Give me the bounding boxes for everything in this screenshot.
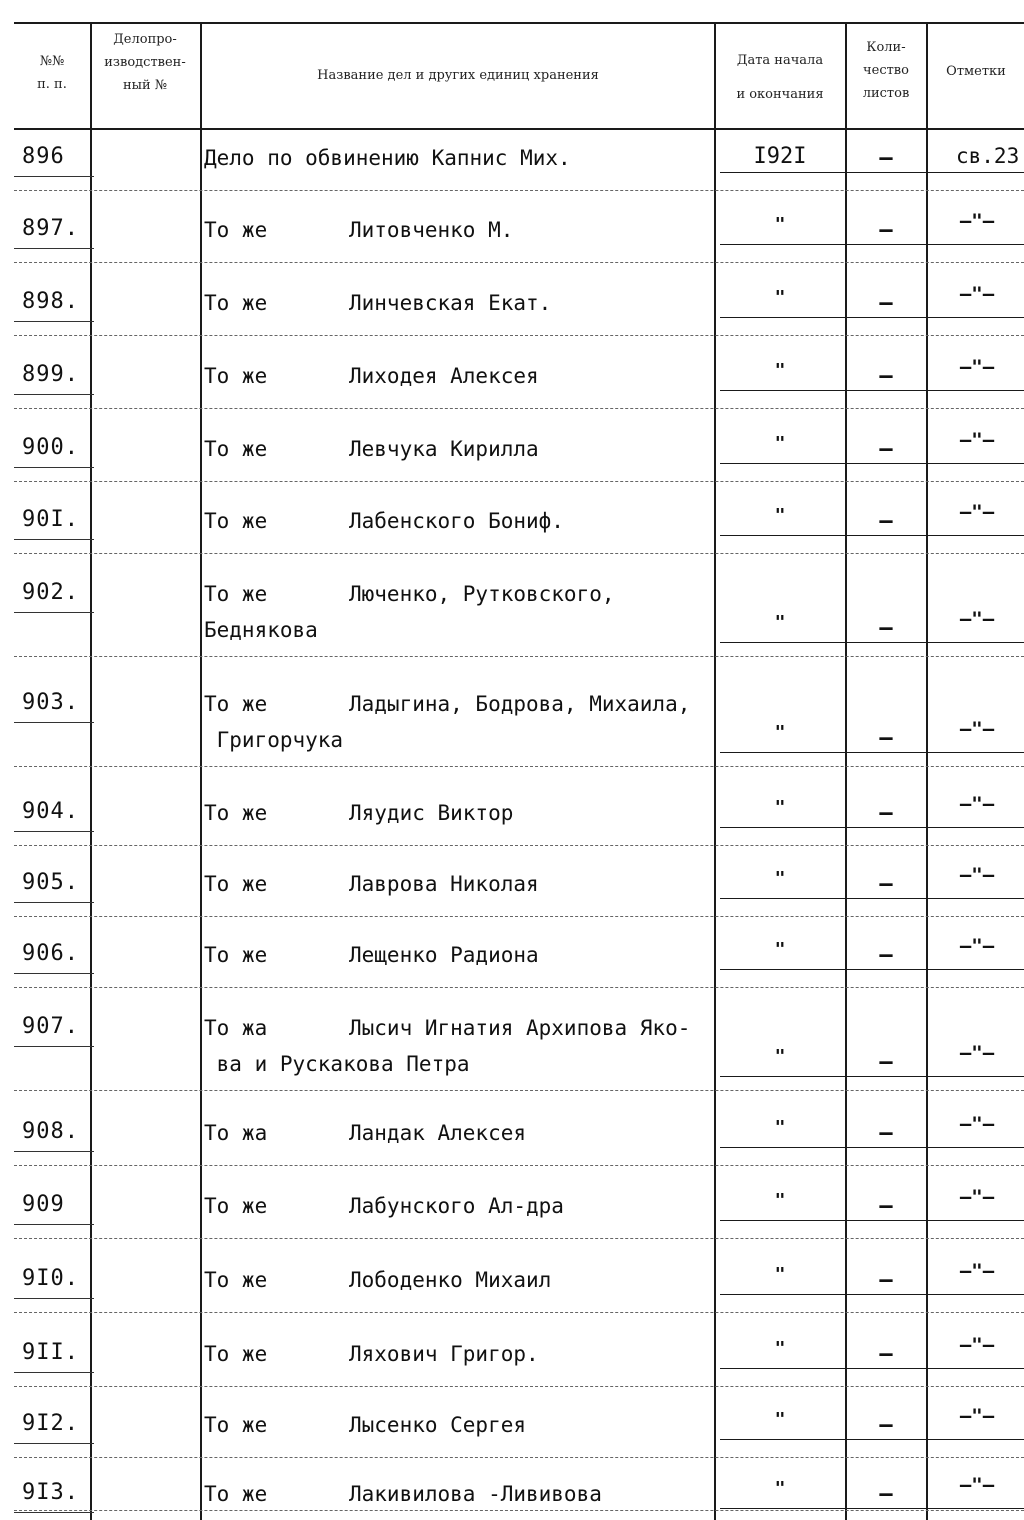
header-title: Название дел и других единиц хранения: [317, 68, 599, 83]
header-number: №№ п. п.: [37, 54, 67, 92]
table-row: [0, 1405, 1024, 1465]
case-title: [204, 503, 564, 539]
row-separator: [14, 335, 1024, 337]
case-title: [204, 576, 615, 648]
case-title-line1: То же: [204, 692, 268, 716]
cell-underline: [720, 1368, 1024, 1369]
row-number-underline: [14, 248, 94, 249]
date-range: I92I: [753, 144, 807, 169]
case-title-line1: То же: [204, 1342, 268, 1366]
sheet-count: –: [879, 801, 893, 826]
row-number-underline: [14, 902, 94, 903]
row-number-underline: [14, 612, 94, 613]
row-separator: [14, 1090, 1024, 1092]
cell-underline: [720, 969, 1024, 970]
case-title-line1: То же: [204, 364, 268, 388]
date-range: ": [774, 1264, 786, 1285]
cell-underline: [720, 535, 1024, 536]
row-number-underline: [14, 1151, 94, 1152]
notes-mark: –"–: [959, 283, 995, 305]
case-defendant: Лободенко Михаил: [349, 1268, 552, 1292]
row-number-underline: [14, 1224, 94, 1225]
row-number: 90I.: [22, 507, 79, 532]
row-separator: [14, 1457, 1024, 1459]
case-title: [204, 1262, 552, 1298]
row-number: 907.: [22, 1014, 79, 1039]
notes-mark: –"–: [959, 1042, 995, 1064]
sheet-count: –: [879, 218, 893, 243]
case-title: [204, 1115, 527, 1151]
case-title-line1: То же: [204, 801, 268, 825]
table-row: [0, 1186, 1024, 1246]
table-row: [0, 1012, 1024, 1098]
case-title-line2: Григорчука: [204, 728, 344, 752]
sheet-count: –: [879, 1121, 893, 1146]
table-row: [0, 356, 1024, 416]
cell-underline: [720, 1220, 1024, 1221]
cell-underline: [720, 317, 1024, 318]
row-number-underline: [14, 973, 94, 974]
row-separator: [14, 656, 1024, 658]
date-range: ": [774, 612, 786, 633]
row-number-underline: [14, 1298, 94, 1299]
cell-underline: [720, 642, 1024, 643]
row-number: 9I2.: [22, 1411, 79, 1436]
row-number-underline: [14, 831, 94, 832]
table-row: [0, 210, 1024, 270]
table-row: [0, 688, 1024, 774]
date-range: ": [774, 214, 786, 235]
date-range: ": [774, 287, 786, 308]
row-separator: [14, 766, 1024, 768]
case-title: [204, 212, 514, 248]
cell-underline: [720, 1294, 1024, 1295]
notes-mark: –"–: [959, 1474, 995, 1496]
date-range: ": [774, 1409, 786, 1430]
case-defendant: Лиходея Алексея: [349, 364, 539, 388]
case-defendant: Лещенко Радиона: [349, 943, 539, 967]
sheet-count: –: [879, 616, 893, 641]
row-separator: [14, 408, 1024, 410]
date-range: ": [774, 868, 786, 889]
notes-mark: –"–: [959, 210, 995, 232]
sheet-count: –: [879, 509, 893, 534]
notes-mark: –"–: [959, 356, 995, 378]
row-number: 9I3.: [22, 1480, 79, 1505]
case-defendant: Ладыгина, Бодрова, Михаила,: [349, 692, 691, 716]
case-defendant: Левчука Кирилла: [349, 437, 539, 461]
notes-mark: –"–: [959, 718, 995, 740]
sheet-count: –: [879, 146, 893, 171]
row-number: 896: [22, 144, 65, 169]
notes-mark: –"–: [959, 1405, 995, 1427]
sheet-count: –: [879, 1413, 893, 1438]
date-range: ": [774, 433, 786, 454]
case-title: [204, 1336, 539, 1372]
case-defendant: Лакивилова -Лививова: [349, 1482, 602, 1506]
sheet-count: –: [879, 726, 893, 751]
table-row: [0, 935, 1024, 995]
row-separator: [14, 262, 1024, 264]
header-office-number: Делопро- изводствен- ный №: [104, 32, 186, 93]
table-top-border: [14, 22, 1024, 24]
date-range: ": [774, 1478, 786, 1499]
table-row: [0, 1474, 1024, 1518]
case-title-line1: То же: [204, 1268, 268, 1292]
table-row: [0, 142, 1024, 198]
notes-mark: –"–: [959, 1113, 995, 1135]
case-title: [204, 866, 539, 902]
table-row: [0, 578, 1024, 664]
row-separator: [14, 553, 1024, 555]
case-title-line1: То же: [204, 943, 268, 967]
table-row: [0, 1260, 1024, 1320]
sheet-count: –: [879, 943, 893, 968]
row-number: 899.: [22, 362, 79, 387]
case-title: [204, 686, 691, 758]
row-separator: [14, 190, 1024, 192]
case-defendant: Лысенко Сергея: [349, 1413, 527, 1437]
case-defendant: Лысич Игнатия Архипова Яко-: [349, 1016, 691, 1040]
date-range: ": [774, 797, 786, 818]
case-title-line1: То же: [204, 1482, 268, 1506]
cell-underline: [720, 172, 1024, 173]
table-row: [0, 429, 1024, 489]
row-separator: [14, 1312, 1024, 1314]
case-defendant: Литовченко М.: [349, 218, 514, 242]
row-number: 9I0.: [22, 1266, 79, 1291]
row-separator: [14, 481, 1024, 483]
case-title-line1: То жа: [204, 1121, 268, 1145]
case-title: [204, 1010, 691, 1082]
row-number-underline: [14, 1372, 94, 1373]
row-number-underline: [14, 539, 94, 540]
case-defendant: Ляхович Григор.: [349, 1342, 539, 1366]
row-number: 906.: [22, 941, 79, 966]
cell-underline: [720, 1076, 1024, 1077]
row-separator: [14, 845, 1024, 847]
case-title-line2: ва и Рускакова Петра: [204, 1052, 470, 1076]
row-number: 9II.: [22, 1340, 79, 1365]
row-number-underline: [14, 321, 94, 322]
row-number-underline: [14, 394, 94, 395]
sheet-count: –: [879, 1482, 893, 1507]
row-number: 902.: [22, 580, 79, 605]
row-number: 903.: [22, 690, 79, 715]
case-title-line1: То же: [204, 1194, 268, 1218]
row-number: 898.: [22, 289, 79, 314]
notes-mark: –"–: [959, 429, 995, 451]
cell-underline: [720, 1439, 1024, 1440]
header-sheet-count: Коли- чество листов: [862, 40, 910, 101]
row-number: 909: [22, 1192, 65, 1217]
case-title-line1: То же: [204, 872, 268, 896]
date-range: ": [774, 505, 786, 526]
cell-underline: [720, 752, 1024, 753]
notes-mark: св.23: [956, 144, 1020, 168]
table-row: [0, 864, 1024, 924]
table-row: [0, 1334, 1024, 1394]
notes-mark: –"–: [959, 1334, 995, 1356]
sheet-count: –: [879, 1194, 893, 1219]
cell-underline: [720, 1508, 1024, 1509]
cell-underline: [720, 244, 1024, 245]
cell-underline: [720, 1147, 1024, 1148]
case-defendant: Люченко, Рутковского,: [349, 582, 615, 606]
cell-underline: [720, 898, 1024, 899]
case-title: [204, 937, 539, 973]
case-title: [204, 1476, 602, 1512]
date-range: ": [774, 939, 786, 960]
notes-mark: –"–: [959, 1260, 995, 1282]
row-number: 908.: [22, 1119, 79, 1144]
row-separator: [14, 916, 1024, 918]
table-row: [0, 1113, 1024, 1173]
row-number-underline: [14, 722, 94, 723]
case-defendant: Лабенского Бониф.: [349, 509, 564, 533]
row-number: 897.: [22, 216, 79, 241]
table-row: [0, 793, 1024, 853]
date-range: ": [774, 722, 786, 743]
sheet-count: –: [879, 437, 893, 462]
case-defendant: Ландак Алексея: [349, 1121, 527, 1145]
sheet-count: –: [879, 364, 893, 389]
notes-mark: –"–: [959, 935, 995, 957]
sheet-count: –: [879, 291, 893, 316]
date-range: ": [774, 1338, 786, 1359]
row-number: 900.: [22, 435, 79, 460]
sheet-count: –: [879, 1050, 893, 1075]
case-title-line2: Беднякова: [204, 618, 318, 642]
case-title-line1: То же: [204, 218, 268, 242]
cell-underline: [720, 827, 1024, 828]
row-number: 905.: [22, 870, 79, 895]
row-number-underline: [14, 1443, 94, 1444]
table-row: [0, 283, 1024, 343]
case-title: [204, 431, 539, 467]
case-defendant: Ляудис Виктор: [349, 801, 514, 825]
cell-underline: [720, 463, 1024, 464]
case-title-line1: То же: [204, 291, 268, 315]
case-defendant: Лаврова Николая: [349, 872, 539, 896]
case-title-line1: То же: [204, 1413, 268, 1437]
header-notes: Отметки: [946, 64, 1006, 79]
case-title: [204, 795, 514, 831]
row-number-underline: [14, 467, 94, 468]
cell-underline: [720, 390, 1024, 391]
sheet-count: –: [879, 872, 893, 897]
sheet-count: –: [879, 1342, 893, 1367]
date-range: ": [774, 1117, 786, 1138]
row-separator: [14, 987, 1024, 989]
notes-mark: –"–: [959, 1186, 995, 1208]
row-separator: [14, 1510, 1024, 1512]
case-title: [204, 1407, 527, 1443]
date-range: ": [774, 1190, 786, 1211]
sheet-count: –: [879, 1268, 893, 1293]
case-title: [204, 285, 552, 321]
row-number-underline: [14, 176, 94, 177]
notes-mark: –"–: [959, 864, 995, 886]
notes-mark: –"–: [959, 793, 995, 815]
row-separator: [14, 1165, 1024, 1167]
date-range: ": [774, 360, 786, 381]
date-range: ": [774, 1046, 786, 1067]
notes-mark: –"–: [959, 608, 995, 630]
case-defendant: Лабунского Ал-дра: [349, 1194, 564, 1218]
table-row: [0, 501, 1024, 561]
row-number: 904.: [22, 799, 79, 824]
row-separator: [14, 1386, 1024, 1388]
case-title-line1: Дело по обвинению Капнис Мих.: [204, 146, 571, 170]
header-bottom-border: [14, 128, 1024, 130]
case-title-line1: То же: [204, 582, 268, 606]
case-title-line1: То же: [204, 509, 268, 533]
case-title-line1: То жа: [204, 1016, 268, 1040]
case-title: [204, 140, 571, 176]
row-number-underline: [14, 1046, 94, 1047]
row-separator: [14, 1238, 1024, 1240]
case-defendant: Линчевская Екат.: [349, 291, 552, 315]
header-dates: Дата начала и окончания: [736, 53, 824, 102]
row-number-underline: [14, 1512, 94, 1513]
notes-mark: –"–: [959, 501, 995, 523]
case-title-line1: То же: [204, 437, 268, 461]
case-title: [204, 358, 539, 394]
case-title: [204, 1188, 564, 1224]
